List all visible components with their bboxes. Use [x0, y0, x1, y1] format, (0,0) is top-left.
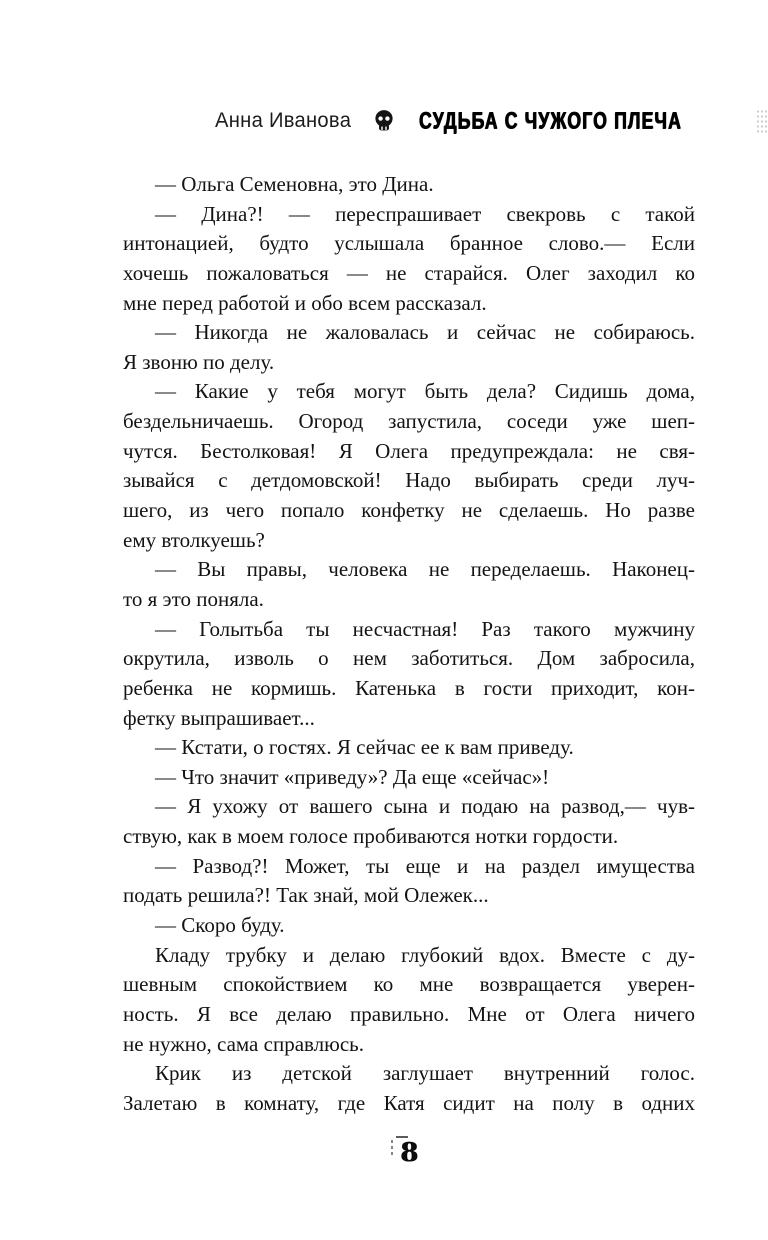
text-line: зывайся с детдомовской! Надо выбирать среди луч- — [123, 468, 695, 493]
text-line: ему втолкуешь? — [123, 527, 265, 552]
text-line: — Вы правы, человека не переделаешь. Наконец- — [155, 557, 695, 582]
text-line: мне перед работой и обо всем рассказал. — [123, 290, 487, 315]
text-line: — Дина?! — переспрашивает свекровь с такой — [155, 201, 695, 226]
text-line: окрутила, изволь о нем заботиться. Дом забросила, — [123, 646, 695, 671]
text-line: не нужно, сама справлюсь. — [123, 1031, 364, 1056]
author-name: Анна Иванова — [215, 109, 352, 132]
text-line: — Скоро буду. — [155, 913, 285, 938]
text-line: — Голытьба ты несчастная! Раз такого мужчину — [155, 616, 695, 641]
text-line: интонацией, будто услышала бранное слово.— Если — [123, 231, 695, 256]
text-line: Кладу трубку и делаю глубокий вдох. Вместе с ду- — [155, 942, 695, 967]
text-line: ребенка не кормишь. Катенька в гости приходит, кон- — [123, 675, 695, 700]
text-line: — Ольга Семеновна, это Дина. — [155, 172, 434, 196]
text-line: бездельничаешь. Огород запустила, соседи уже шеп- — [123, 409, 695, 434]
page-footer — [123, 1138, 695, 1168]
text-line: — Никогда не жаловалась и сейчас не собираюсь. — [155, 320, 695, 345]
running-header — [215, 106, 768, 136]
text-line: то я это поняла. — [123, 586, 264, 611]
text-line: шего, из чего попало конфетку не сделаешь. Но разве — [123, 498, 695, 523]
text-line: шевным спокойствием ко мне возвращается уверен- — [123, 972, 695, 997]
book-title: СУДЬБА С ЧУЖОГО ПЛЕЧА — [418, 106, 682, 134]
text-line: чутся. Бестолковая! Я Олега предупреждала: не свя- — [123, 438, 695, 463]
text-line: ствую, как в моем голосе пробиваются нотки гордости. — [123, 824, 619, 849]
text-line: Залетаю в комнату, где Катя сидит на полу в одних — [123, 1090, 695, 1115]
text-line: фетку выпрашивает... — [123, 705, 315, 730]
print-noise-texture — [756, 109, 768, 133]
text-line: хочешь пожаловаться — не старайся. Олег заходил ко — [123, 260, 695, 285]
text-line: — Развод?! Может, ты еще и на раздел имущества — [155, 853, 695, 878]
text-line: Крик из детской заглушает внутренний голос. — [155, 1061, 695, 1086]
page-number: 8 — [399, 1138, 419, 1168]
text-line: — Я ухожу от вашего сына и подаю на развод,— чув- — [155, 794, 695, 819]
text-line: — Что значит «приведу»? Да еще «сейчас»! — [155, 764, 550, 789]
text-line: подать решила?! Так знай, мой Олежек... — [123, 883, 489, 908]
page-text — [123, 170, 695, 1119]
text-line: Я звоню по делу. — [123, 349, 275, 374]
text-line: ность. Я все делаю правильно. Мне от Олега ничего — [123, 1001, 695, 1026]
text-line: — Какие у тебя могут быть дела? Сидишь дома, — [155, 379, 695, 404]
skull-icon — [373, 109, 395, 133]
text-line: — Кстати, о гостях. Я сейчас ее к вам приведу. — [155, 735, 574, 760]
